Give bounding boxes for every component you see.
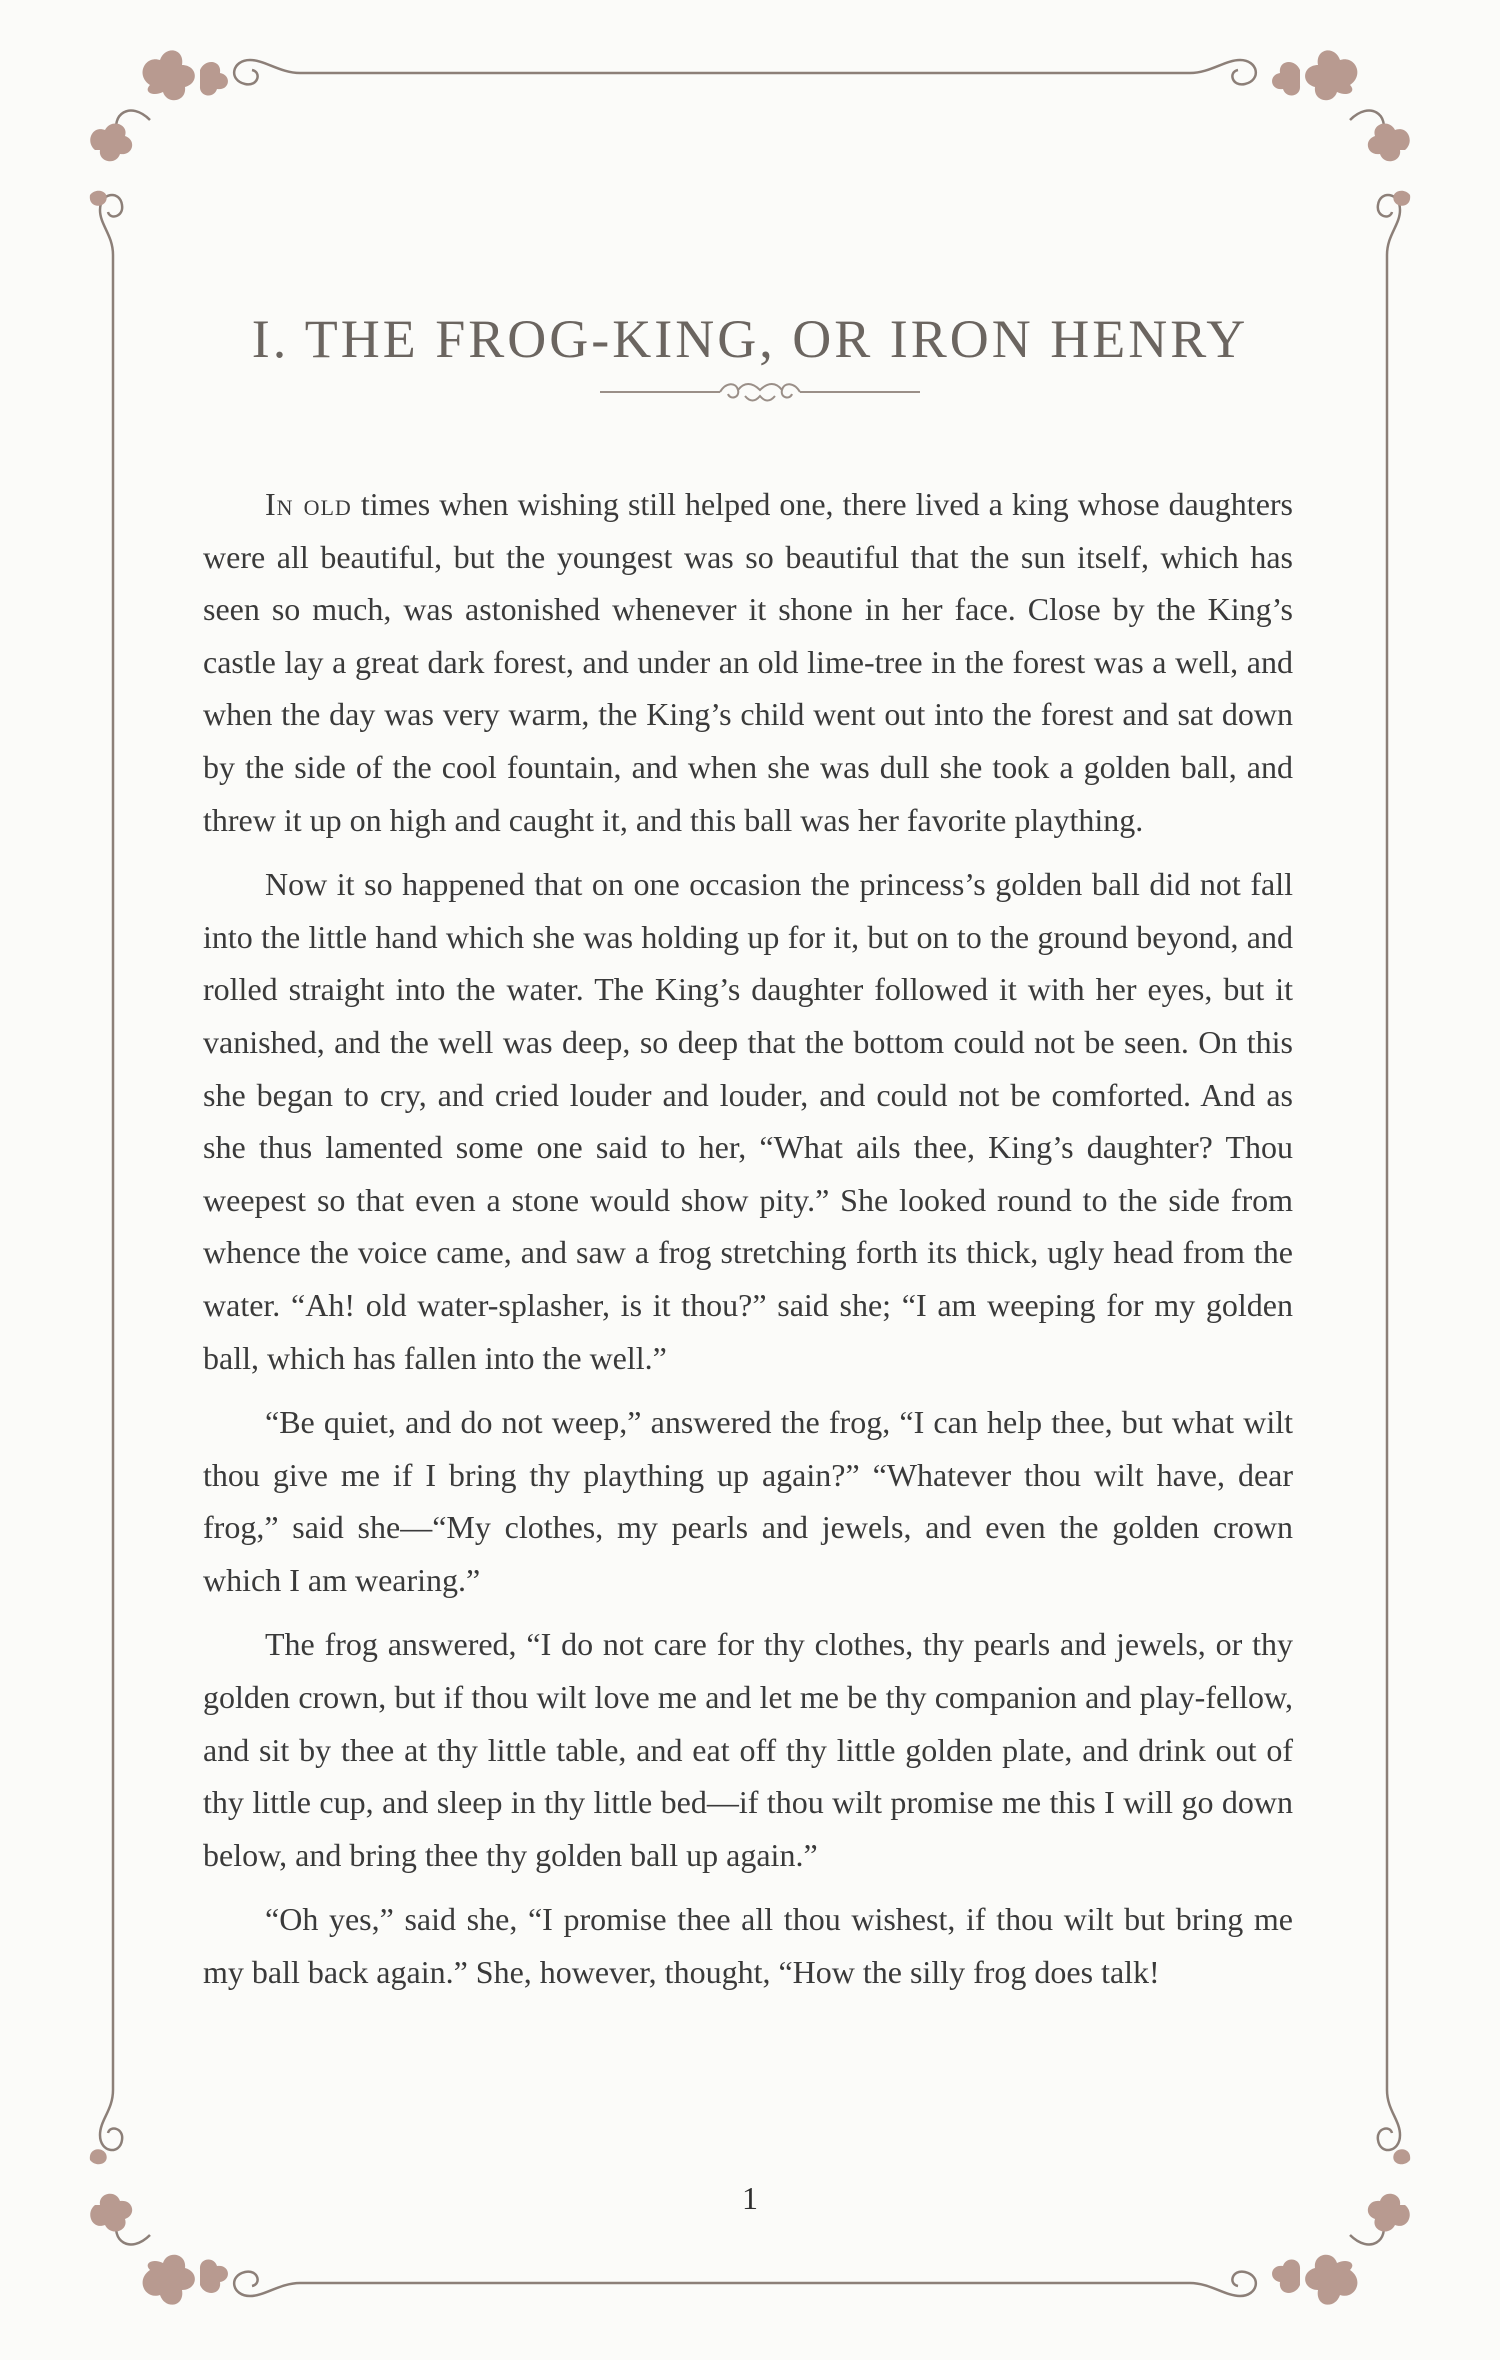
chapter-title: I. THE FROG-KING, OR IRON HENRY: [251, 309, 1249, 370]
page-number: 1: [742, 2180, 758, 2216]
floral-corner-ornament-icon: [90, 2090, 300, 2305]
paragraph: “Oh yes,” said she, “I promise thee all thou wishest, if thou wilt but bring me my ball back again.” She, however, thought, “How the silly frog does talk!: [203, 1901, 1293, 1991]
paragraph: In old times when wishing still helped one, there lived a king whose daughters were all beautiful, but the youngest was so beautiful that the sun itself, which has seen so much, was astonished whenever it shone in her face. Close by the King’s castle lay a great dark forest, and under an old lime-tree in the forest was a well, and when the day was very warm, the King’s child went out into the forest and sat down by the side of the cool fountain, and when she was dull she took a golden ball, and threw it up on high and caught it, and this ball was her favorite plaything.: [203, 486, 1294, 838]
floral-corner-ornament-icon: [90, 50, 300, 255]
paragraph: Now it so happened that on one occasion the princess’s golden ball did not fall into the little hand which she was holding up for it, but on to the ground beyond, and rolled straight into the water. The King’s daughter followed it with her eyes, but it vanished, and the well was deep, so deep that the bottom could not be seen. On this she began to cry, and cried louder and louder, and could not be comforted. And as she thus lamented some one said to her, “What ails thee, King’s daughter? Thou weepest so that even a stone would show pity.” She looked round to the side from whence the voice came, and saw a frog stretching forth its thick, ugly head from the water. “Ah! old water-splasher, is it thou?” said she; “I am weeping for my golden ball, which has fallen into the well.”: [203, 866, 1293, 1376]
swirl-divider-icon: [600, 372, 920, 412]
paragraph: “Be quiet, and do not weep,” answered the frog, “I can help thee, but what wilt thou give me if I bring thy plaything up again?” “Whatever thou wilt have, dear frog,” said she—“My clothes, my pearls and jewels, and even the golden crown which I am wearing.”: [203, 1404, 1293, 1598]
story-body: [203, 478, 1293, 2011]
drop-lead: In old: [265, 486, 352, 522]
floral-corner-ornament-icon: [1190, 2090, 1410, 2305]
floral-corner-ornament-icon: [1190, 50, 1410, 255]
paragraph: The frog answered, “I do not care for thy clothes, thy pearls and jewels, or thy golden crown, but if thou wilt love me and let me be thy companion and play-fellow, and sit by thee at thy little table, and eat off thy little golden plate, and drink out of thy little cup, and sleep in thy little bed—if thou wilt promise me this I will go down below, and bring thee thy golden ball up again.”: [203, 1626, 1293, 1873]
